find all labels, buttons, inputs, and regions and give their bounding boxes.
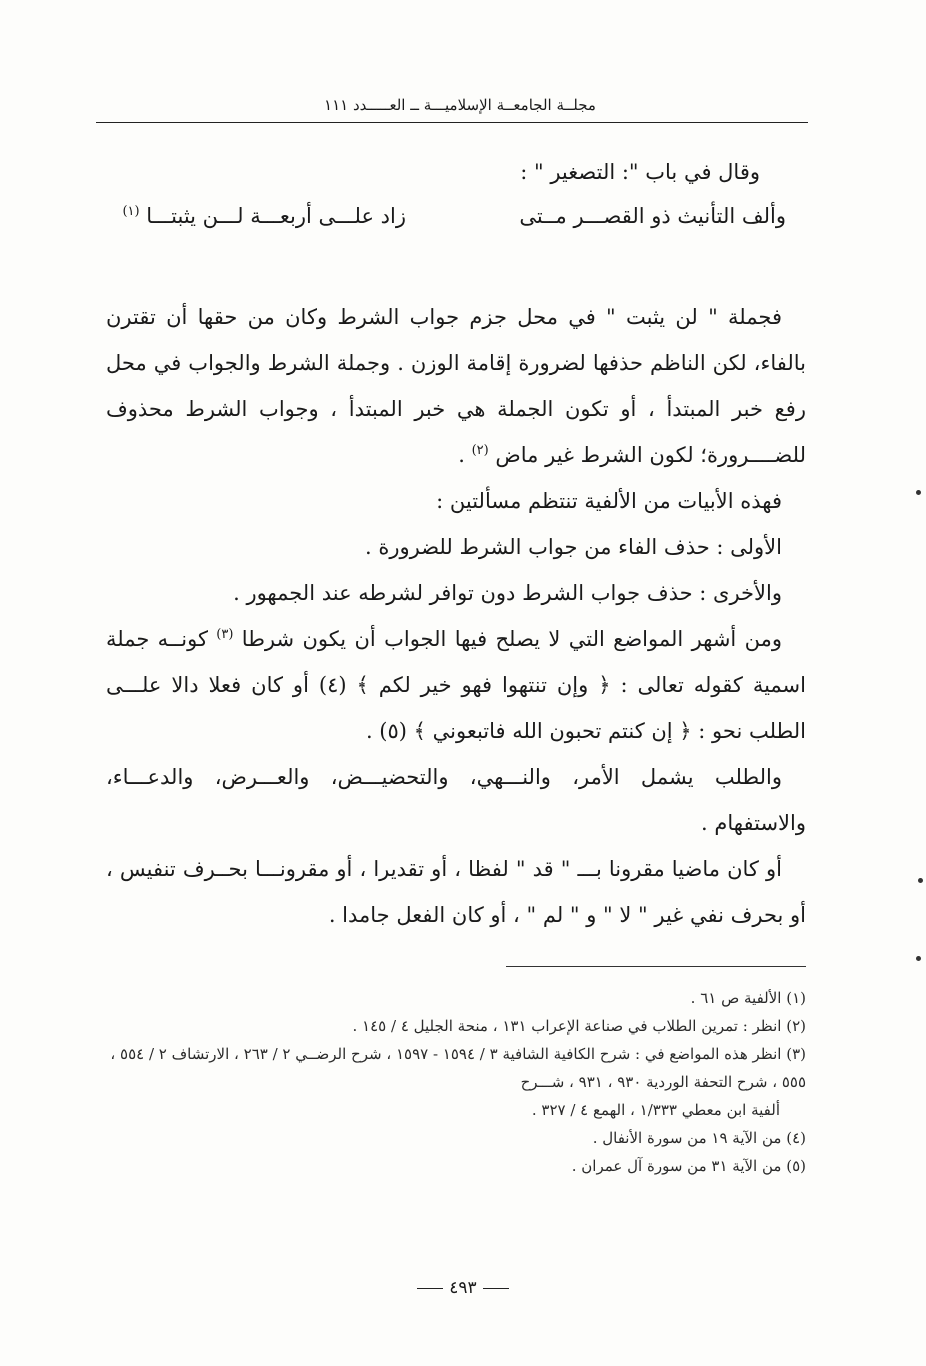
margin-mark [918, 878, 923, 883]
body-text [106, 294, 806, 938]
paragraph-text: ومن أشهر المواضع التي لا يصلح فيها الجواب أن يكون شرطا [241, 627, 782, 651]
paragraph [106, 616, 806, 754]
footnote: (٤) من الآية ١٩ من سورة الأنفال . [592, 1129, 806, 1147]
footnote: (٢) انظر : تمرين الطلاب في صناعة الإعراب ١٣١ ، منحة الجليل ٤ / ١٤٥ . [352, 1017, 806, 1035]
paragraph [106, 570, 806, 616]
verse-second-hemistich-text: زاد علـــى أربعـــة لـــن يثبتـــا [146, 204, 406, 228]
footnote: (١) الألفية ص ٦١ . [690, 989, 806, 1007]
footnote-ref: (١) [122, 204, 140, 219]
footnote: (٣) انظر هذه المواضع في : شرح الكافية الشافية ٣ / ١٥٩٤ - ١٥٩٧ ، شرح الرضــي ٢ / ٢٦٣ ، الارتشاف ٢ / ٥٥٤ ، ٥٥٥ ، شرح التحفة الوردية ٩٣٠ ، ٩٣١ ، شـــرح [110, 1045, 806, 1091]
verse-second-hemistich [122, 204, 406, 228]
paragraph [106, 846, 806, 938]
footnote: (٥) من الآية ٣١ من سورة آل عمران . [571, 1157, 806, 1175]
page-number [383, 1278, 543, 1298]
paragraph-tail: كونــه جملة اسمية كقوله تعالى : ﴿ وإن تنتهوا فهو خير لكم ﴾ (٤) أو كان فعلا دالا علـــى الطلب نحو : ﴿ إن كنتم تحبون الله فاتبعوني ﴾ (٥) . [106, 627, 806, 743]
paragraph [106, 524, 806, 570]
footnote-continuation: ألفية ابن معطي ١/٣٣٣ ، الهمع ٤ / ٣٢٧ . [531, 1101, 780, 1119]
folio-dash [417, 1288, 443, 1289]
paragraph-text: فجملة " لن يثبت " في محل جزم جواب الشرط وكان من حقها أن تقترن بالفاء، لكن الناظم حذفها لضرورة إقامة الوزن . وجملة الشرط والجواب في محل رفع خبر المبتدأ ، أو تكون الجملة هي خبر المبتدأ ، وجواب الشرط محذوف للضــــرورة؛ لكون الشرط غير ماض [106, 305, 806, 467]
paragraph-text: والأخرى : حذف جواب الشرط دون توافر لشرطه عند الجمهور . [233, 581, 782, 605]
footnote-ref: (٢) [471, 443, 489, 458]
footnote-ref: (٣) [216, 627, 234, 642]
footnotes [100, 984, 806, 1180]
paragraph-text: أو كان ماضيا مقرونا بـــ " قد " لفظا ، أو تقديرا ، أو مقرونـــا بحــرف تنفيس ، أو بحرف نفي غير " لا " و " لم " ، أو كان الفعل جامدا . [106, 857, 806, 927]
folio-dash [483, 1288, 509, 1289]
paragraph [106, 294, 806, 478]
paragraph-tail: . [458, 443, 472, 467]
verse-intro: وقال في باب ": التصغير " : [520, 160, 760, 184]
paragraph [106, 754, 806, 846]
header-rule [96, 122, 808, 123]
paragraph-text: فهذه الأبيات من الألفية تنتظم مسألتين : [436, 489, 782, 513]
margin-mark [916, 956, 921, 961]
margin-mark [916, 490, 921, 495]
paragraph-text: الأولى : حذف الفاء من جواب الشرط للضرورة . [365, 535, 782, 559]
verse-line [80, 204, 786, 244]
running-head: مجلــة الجامعــة الإسلاميـــة ــ العـــــدد ١١١ [324, 96, 596, 114]
paragraph [106, 478, 806, 524]
page-number-text: ٤٩٣ [449, 1278, 477, 1298]
verse-first-hemistich: وألف التأنيث ذو القصـــر مــتى [519, 204, 786, 228]
paragraph-text: والطلب يشمل الأمر، والنـــهي، والتحضيـــض، والعـــرض، والدعـــاء، والاستفهام . [106, 765, 806, 835]
footnote-rule [506, 966, 806, 967]
